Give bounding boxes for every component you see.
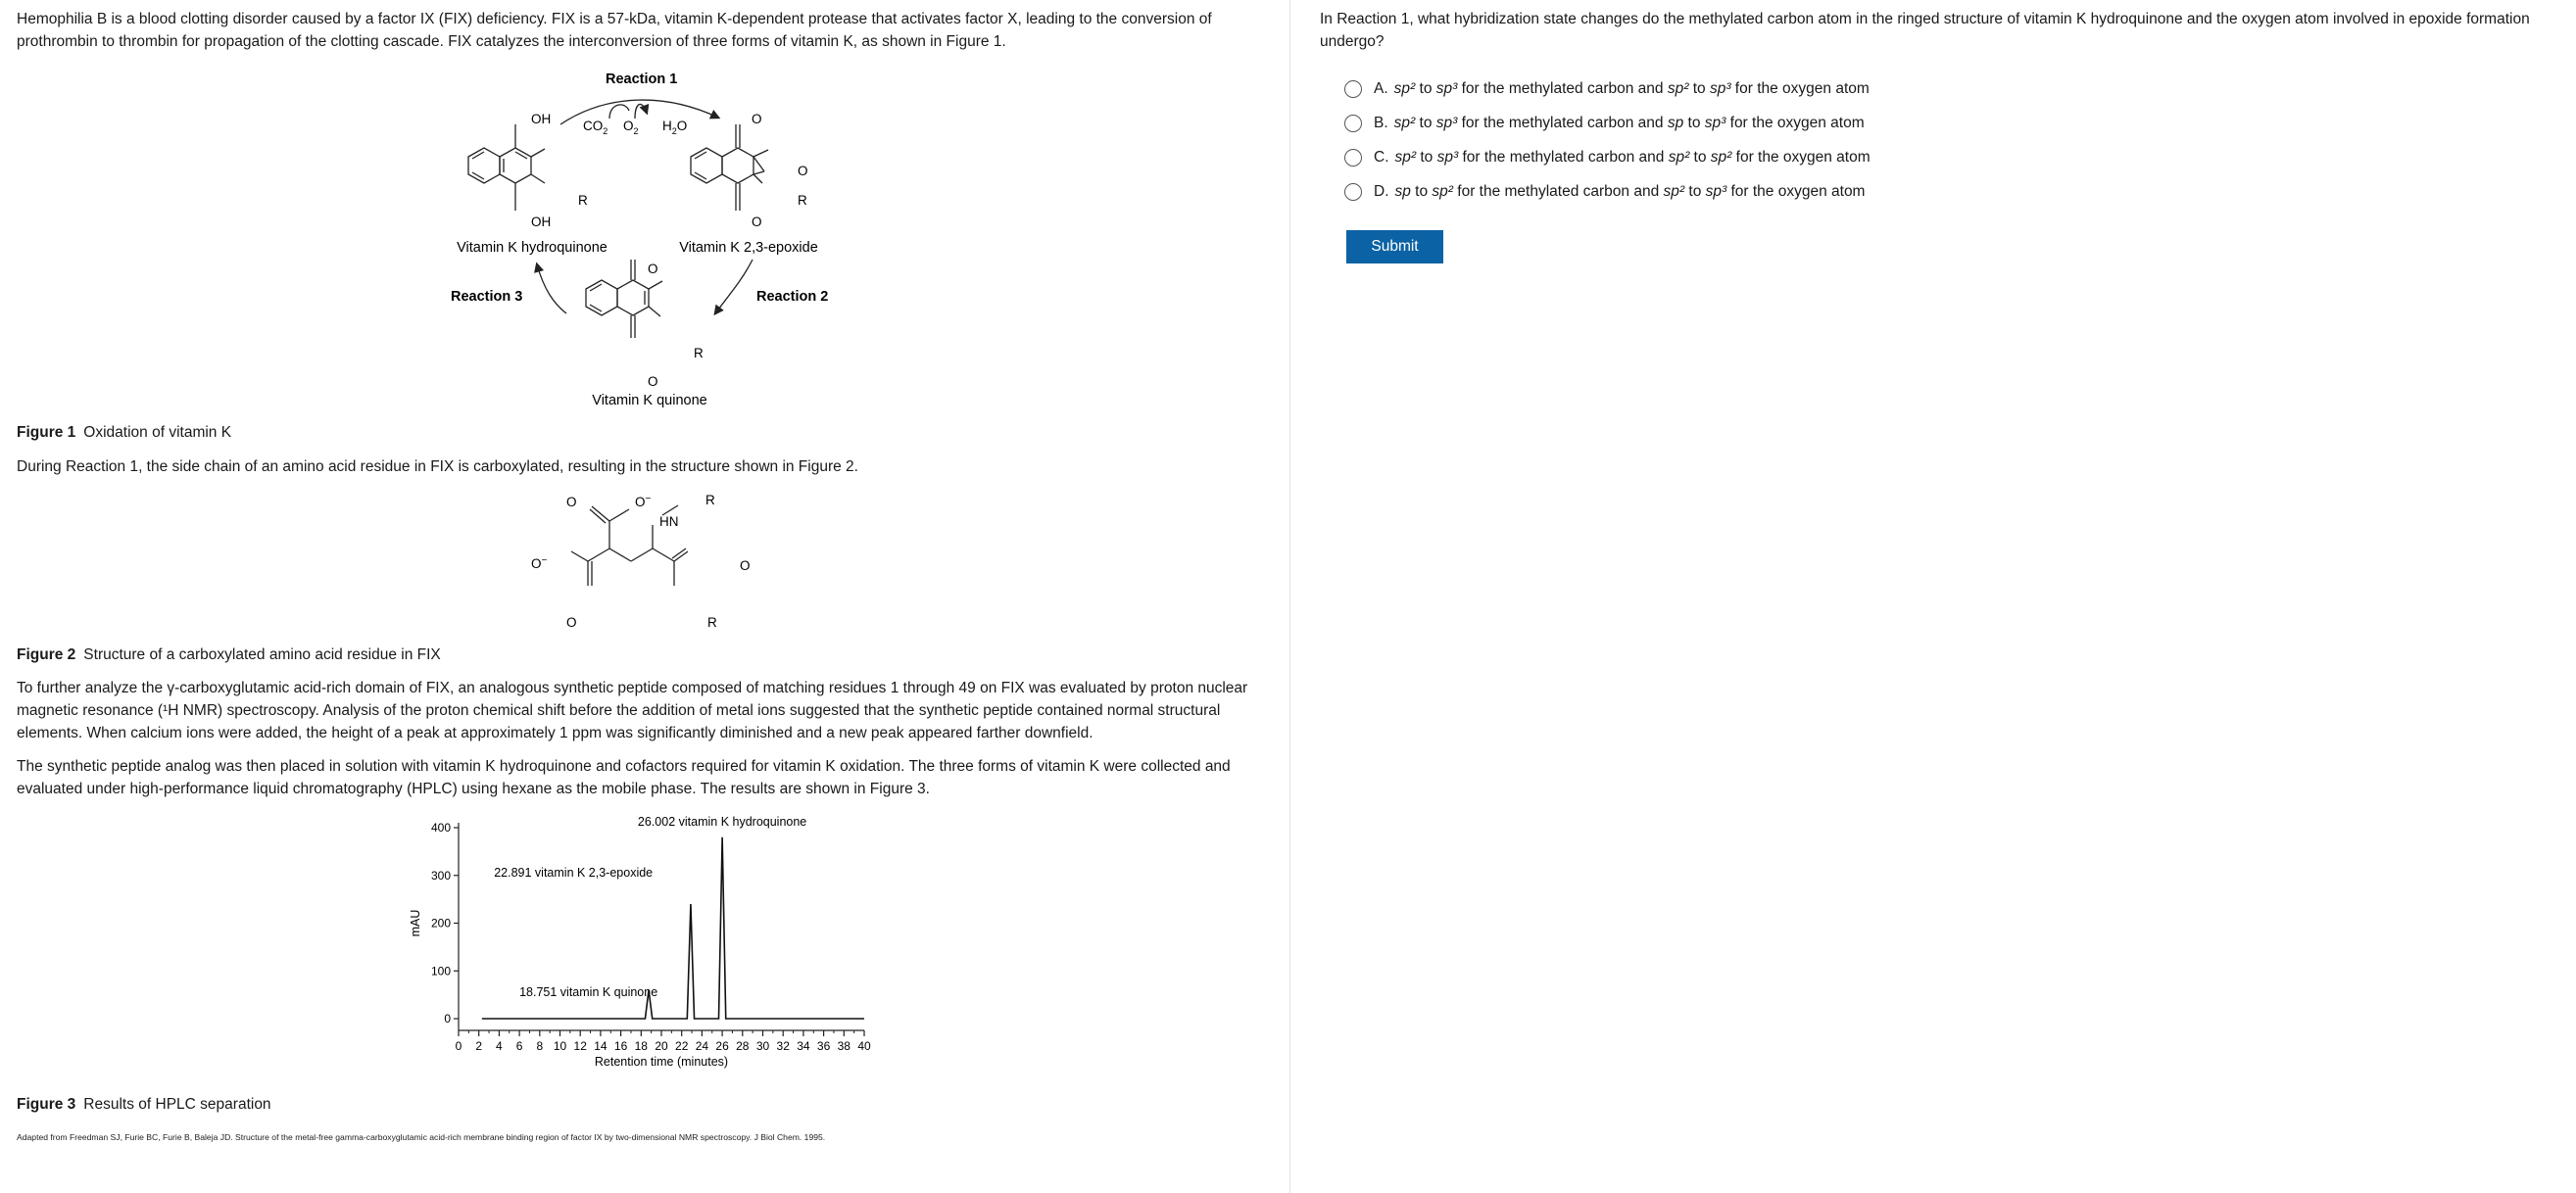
quinone-o-top: O xyxy=(648,262,658,276)
hydroquinone-oh-top: OH xyxy=(531,112,552,126)
radio-button[interactable] xyxy=(1344,183,1362,201)
option-text: sp to sp² for the methylated carbon and sp² to sp³ for the oxygen atom xyxy=(1394,183,1866,200)
y-tick-label: 100 xyxy=(430,964,451,978)
x-tick-label: 14 xyxy=(594,1039,608,1053)
y-tick-label: 400 xyxy=(430,821,451,835)
option-letter: D. xyxy=(1374,183,1389,200)
epoxide-r: R xyxy=(798,193,807,208)
reaction-3-label: Reaction 3 xyxy=(451,289,523,305)
reaction-2-label: Reaction 2 xyxy=(756,289,829,305)
figure-1-caption: Figure 1 Oxidation of vitamin K xyxy=(17,424,232,441)
x-tick-label: 8 xyxy=(536,1039,544,1053)
epoxide-o-ring: O xyxy=(798,164,808,178)
x-tick-label: 30 xyxy=(755,1039,770,1053)
peak-label: 26.002 vitamin K hydroquinone xyxy=(637,814,807,829)
y-tick-label: 300 xyxy=(430,868,451,883)
fig2-o-bottom: O xyxy=(566,615,577,630)
x-tick-label: 32 xyxy=(776,1039,790,1053)
x-tick-label: 10 xyxy=(553,1039,567,1053)
x-tick-label: 16 xyxy=(613,1039,628,1053)
x-tick-label: 0 xyxy=(455,1039,462,1053)
y-tick-label: 200 xyxy=(430,916,451,931)
x-tick-label: 28 xyxy=(736,1039,750,1053)
quinone-label: Vitamin K quinone xyxy=(592,393,707,408)
figure-2-structure xyxy=(510,488,774,635)
figure-1-diagram xyxy=(441,64,852,416)
figure-3-hplc-chart xyxy=(402,813,882,1087)
x-tick-label: 2 xyxy=(475,1039,483,1053)
x-tick-label: 34 xyxy=(797,1039,810,1053)
answer-option-a[interactable] xyxy=(1344,80,1870,98)
hydroquinone-label: Vitamin K hydroquinone xyxy=(457,240,608,256)
fig2-r-top: R xyxy=(705,493,715,507)
h2o-label: $H_2O$ xyxy=(662,119,688,136)
quinone-r: R xyxy=(694,346,704,360)
x-tick-label: 18 xyxy=(634,1039,648,1053)
option-text: sp² to sp³ for the methylated carbon and sp to sp³ for the oxygen atom xyxy=(1393,115,1865,131)
hydroquinone-r: R xyxy=(578,193,588,208)
question-panel xyxy=(1290,0,2576,1193)
question-stem: In Reaction 1, what hybridization state changes do the methylated carbon atom in the ringed structure of vitamin K hydroquinone and the oxygen atom involved in epoxide formation undergo? xyxy=(1320,11,2530,50)
y-tick-label: 0 xyxy=(444,1012,451,1026)
figure-3-caption: Figure 3 Results of HPLC separation xyxy=(17,1096,271,1113)
epoxide-o-top: O xyxy=(752,112,762,126)
option-text: sp² to sp³ for the methylated carbon and sp² to sp³ for the oxygen atom xyxy=(1393,80,1870,97)
o2-label: $O_2$ xyxy=(623,119,639,136)
fig2-o-right: O xyxy=(740,558,751,573)
x-tick-label: 24 xyxy=(695,1039,709,1053)
epoxide-o-bottom: O xyxy=(752,215,762,229)
x-tick-label: 26 xyxy=(715,1039,729,1053)
x-tick-label: 12 xyxy=(573,1039,587,1053)
epoxide-label: Vitamin K 2,3-epoxide xyxy=(679,240,818,256)
passage-paragraph-3: To further analyze the γ-carboxyglutamic acid-rich domain of FIX, an analogous synthetic peptide composed of matching residues 1 through 49 on FIX was evaluated by proton nuclear magnetic resonance (¹H NMR) spectroscopy. Analysis of the proton chemical shift before the addition of metal ions suggested that the synthetic peptide contained normal structural elements. When calcium ions were added, the height of a peak at approximately 1 ppm was significantly diminished and a new peak appeared farther downfield. xyxy=(17,680,1248,741)
x-tick-label: 6 xyxy=(515,1039,523,1053)
fig2-hn: HN xyxy=(659,514,679,529)
hydroquinone-oh-bottom: OH xyxy=(531,215,552,229)
answer-option-c[interactable] xyxy=(1344,149,1871,167)
answer-option-b[interactable] xyxy=(1344,115,1865,132)
quinone-o-bottom: O xyxy=(648,374,658,389)
option-letter: C. xyxy=(1374,149,1389,166)
fig2-o-top: O xyxy=(566,495,577,509)
reaction-1-label: Reaction 1 xyxy=(606,72,678,87)
figure-2-caption: Figure 2 Structure of a carboxylated amino acid residue in FIX xyxy=(17,646,441,663)
fig2-o-minus-left: O− xyxy=(531,555,548,571)
x-tick-label: 4 xyxy=(496,1039,503,1053)
radio-button[interactable] xyxy=(1344,80,1362,98)
x-tick-label: 38 xyxy=(837,1039,851,1053)
x-tick-label: 22 xyxy=(675,1039,689,1053)
source-citation: Adapted from Freedman SJ, Furie BC, Furie B, Baleja JD. Structure of the metal-free gamma-carboxyglutamic acid-rich membrane binding region of factor IX by two-dimensional NMR spectroscopy. J Biol Chem. 1995. xyxy=(17,1132,826,1142)
radio-button[interactable] xyxy=(1344,115,1362,132)
option-letter: A. xyxy=(1374,80,1388,97)
fig2-r-bottom: R xyxy=(707,615,717,630)
passage-paragraph-1: Hemophilia B is a blood clotting disorder caused by a factor IX (FIX) deficiency. FIX is a 57-kDa, vitamin K-dependent protease that activates factor X, leading to the conversion of prothrombin to thrombin for propagation of the clotting cascade. FIX catalyzes the interconversion of three forms of vitamin K, as shown in Figure 1. xyxy=(17,11,1212,50)
peak-label: 18.751 vitamin K quinone xyxy=(519,984,658,999)
fig2-o-minus-top: O− xyxy=(635,494,652,509)
radio-button[interactable] xyxy=(1344,149,1362,167)
passage-paragraph-4: The synthetic peptide analog was then placed in solution with vitamin K hydroquinone and cofactors required for vitamin K oxidation. The three forms of vitamin K were collected and evaluated under high-performance liquid chromatography (HPLC) using hexane as the mobile phase. The results are shown in Figure 3. xyxy=(17,758,1231,797)
peak-label: 22.891 vitamin K 2,3-epoxide xyxy=(494,866,654,880)
x-tick-label: 40 xyxy=(857,1039,871,1053)
x-axis-label: Retention time (minutes) xyxy=(594,1055,729,1069)
option-text: sp² to sp³ for the methylated carbon and sp² to sp² for the oxygen atom xyxy=(1394,149,1871,166)
x-tick-label: 36 xyxy=(816,1039,831,1053)
option-letter: B. xyxy=(1374,115,1388,131)
passage-paragraph-2: During Reaction 1, the side chain of an amino acid residue in FIX is carboxylated, resulting in the structure shown in Figure 2. xyxy=(17,458,858,475)
answer-option-d[interactable] xyxy=(1344,183,1865,201)
co2-label: $CO_2$ xyxy=(583,119,608,136)
x-tick-label: 20 xyxy=(655,1039,668,1053)
y-axis-label: mAU xyxy=(409,909,422,937)
submit-button[interactable]: Submit xyxy=(1346,230,1443,263)
